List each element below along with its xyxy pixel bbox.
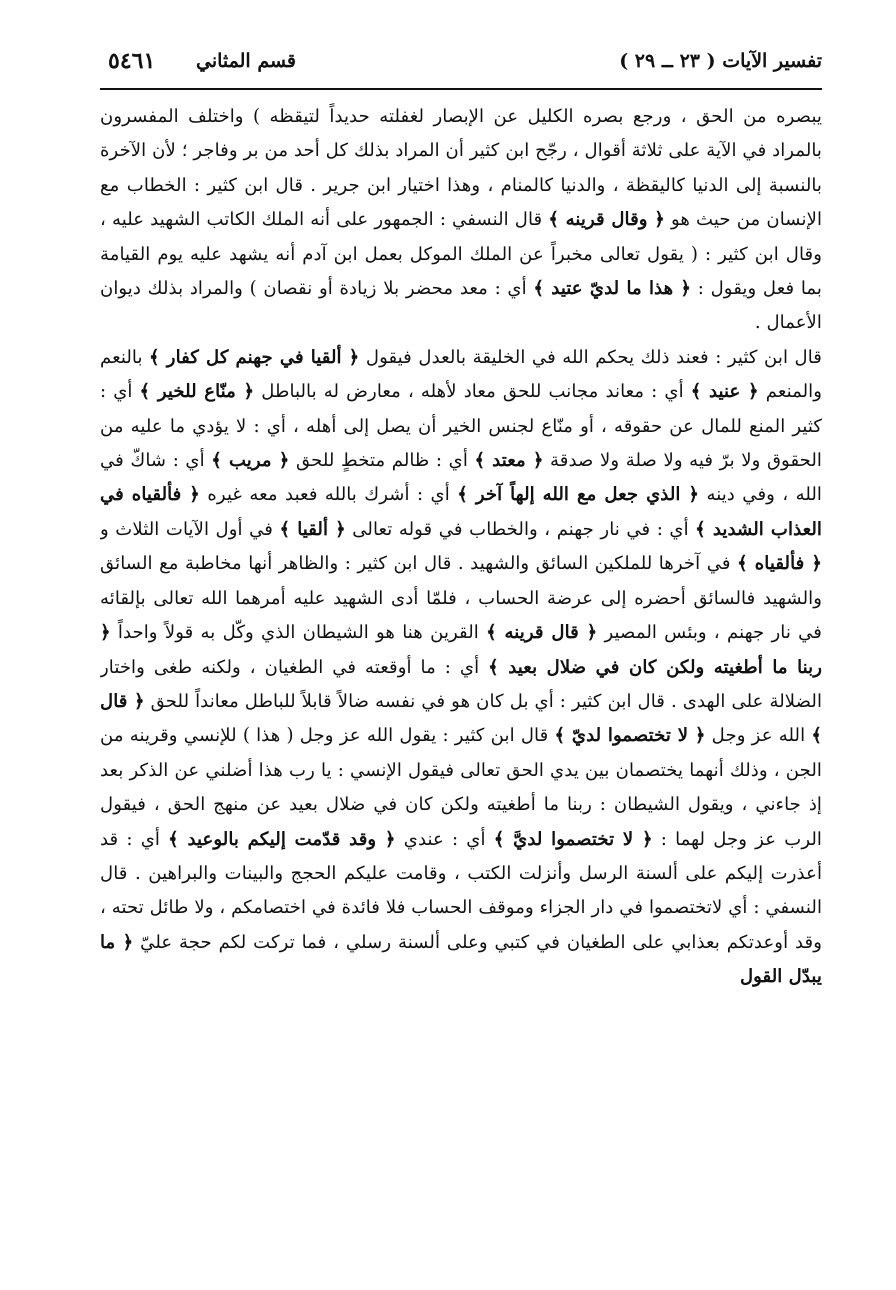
quran-quote: ﴿ ألقيا ﴾ <box>279 518 346 540</box>
text-run: يبصره من الحق ، ورجع بصره الكليل عن الإبصار لغفلته حديداً لتيقظه ) واختلف المفسرون بالمراد في الآية على ثلاثة أقوال ، رجّح ابن كثير أن المراد بذلك كل أحد من بر وفاجر ؛ لأن الآخرة بالنسبة إلى الدنيا كاليقظة ، والدنيا كالمنام ، وهذا اختيار ابن جرير . قال ابن كثير : الخطاب مع الإنسان من حيث هو <box>100 106 822 231</box>
text-run: أي : ظالم متخطٍ للحق <box>289 450 475 472</box>
quran-quote: ﴿ ربنا ما أطغيته ولكن كان في ضلال بعيد ﴾ <box>100 622 822 678</box>
quran-quote: ﴿ وقال قرينه ﴾ <box>548 209 665 231</box>
quran-quote: ﴿ ما يبدّل القول <box>100 931 822 988</box>
quran-quote: ﴿ فألقياه ﴾ <box>737 553 822 575</box>
quran-quote: ﴿ عنيد ﴾ <box>690 381 759 403</box>
text-run: الله عز وجل <box>705 725 812 747</box>
quran-quote: ﴿ وقد قدّمت إليكم بالوعيد ﴾ <box>168 828 396 850</box>
running-header <box>100 44 822 90</box>
quran-quote: ﴿ معتد ﴾ <box>474 450 544 472</box>
header-title: تفسير الآيات ( ٢٣ ــ ٢٩ ) <box>619 50 822 72</box>
header-section: قسم المثاني <box>196 50 296 72</box>
page-number: ٥٤٦١ <box>108 48 156 74</box>
text-run: القرين هنا هو الشيطان الذي وكّل به قولاً واحداً <box>110 622 487 644</box>
text-run: أي : كثير المنع للمال عن حقوقه ، أو منّاع لجنس الخير أن يصل إلى أهله ، أي : لا يؤدي ما عليه من الحقوق ولا برّ فيه ولا صلة ولا صدقة <box>100 381 822 472</box>
text-run: أي : معد محضر بلا زيادة أو نقصان ) والمراد بذلك ديوان الأعمال . <box>100 278 822 334</box>
paragraph <box>100 341 822 995</box>
quran-quote: ﴿ الذي جعل مع الله إلهاً آخر ﴾ <box>457 484 700 506</box>
text-run: أي : معاند مجانب للحق معاد لأهله ، معارض له بالباطل <box>254 381 691 403</box>
paragraph <box>100 100 822 341</box>
quran-quote: ﴿ مريب ﴾ <box>211 450 290 472</box>
text-run: أي : عندي <box>395 828 494 850</box>
text-run: قال ابن كثير : فعند ذلك يحكم الله في الخليقة بالعدل فيقول <box>359 346 822 368</box>
text-run: قال ابن كثير : يقول الله عز وجل ( هذا ) للإنسي وقرينه من الجن ، وذلك أنهما يختصمان بين يدي الحق تعالى فيقول الإنسي : يا رب هذا أضلني عن الذكر بعد إذ جاءني ، ويقول الشيطان : ربنا ما أطغيته ولكن كان في ضلال بعيد عن منهج الحق ، فيقول الرب عز وجل لهما : <box>100 725 822 850</box>
quran-quote: ﴿ هذا ما لديّ عتيد ﴾ <box>533 278 692 300</box>
text-run: أي : في نار جهنم ، والخطاب في قوله تعالى <box>345 518 696 540</box>
text-run: في أول الآيات الثلاث و <box>100 518 280 540</box>
quran-quote: ﴿ قال قرينه ﴾ <box>486 622 598 644</box>
quran-quote: ﴿ ألقيا في جهنم كل كفار ﴾ <box>149 346 360 368</box>
text-run: في آخرها للملكين السائق والشهيد . قال ابن كثير : والظاهر أنها مخاطبة مع السائق والشهيد فالسائق أحضره إلى عرضة الحساب ، فلمّا أدى الشهيد عليه أمرهما الله تعالى بإلقائه في نار جهنم ، وبئس المصير <box>100 553 822 644</box>
quran-quote: ﴿ فألقياه في العذاب الشديد ﴾ <box>100 484 822 540</box>
quran-quote: ﴿ لا تختصموا لديّ ﴾ <box>554 725 706 747</box>
text-run: أي : قد أعذرت إليكم على ألسنة الرسل وأنزلت الكتب ، وقامت عليكم الحجج والبينات والبراهين . قال النسفي : أي لاتختصموا في دار الجزاء وموقف الحساب فلا فائدة في اختصامكم ، ولا طائل تحته ، وقد أوعدتكم بعذابي على الطغيان في كتبي وعلى ألسنة رسلي ، فما تركت لكم حجة عليّ <box>100 828 822 953</box>
quran-quote: ﴿ لا تختصموا لديَّ ﴾ <box>493 828 653 850</box>
body-text <box>100 100 822 1220</box>
text-run: أي : أشرك بالله فعبد معه غيره <box>199 484 458 506</box>
text-run: قال النسفي : الجمهور على أنه الملك الكاتب الشهيد عليه ، وقال ابن كثير : ( يقول تعالى مخبراً عن الملك الموكل بعمل ابن آدم أنه يشهد عليه يوم القيامة بما فعل ويقول : <box>100 209 822 300</box>
text-run: بالنعم والمنعم <box>100 346 822 403</box>
quran-quote: ﴿ منّاع للخير ﴾ <box>139 381 255 403</box>
text-run: أي : ما أوقعته في الطغيان ، ولكنه طغى واختار الضلالة على الهدى . قال ابن كثير : أي بل كان هو في نفسه ضالاً قابلاً للباطل معانداً للحق <box>100 656 822 712</box>
text-run: أي : شاكّ في الله ، وفي دينه <box>100 450 822 506</box>
quran-quote: ﴿ قال ﴾ <box>100 690 822 747</box>
